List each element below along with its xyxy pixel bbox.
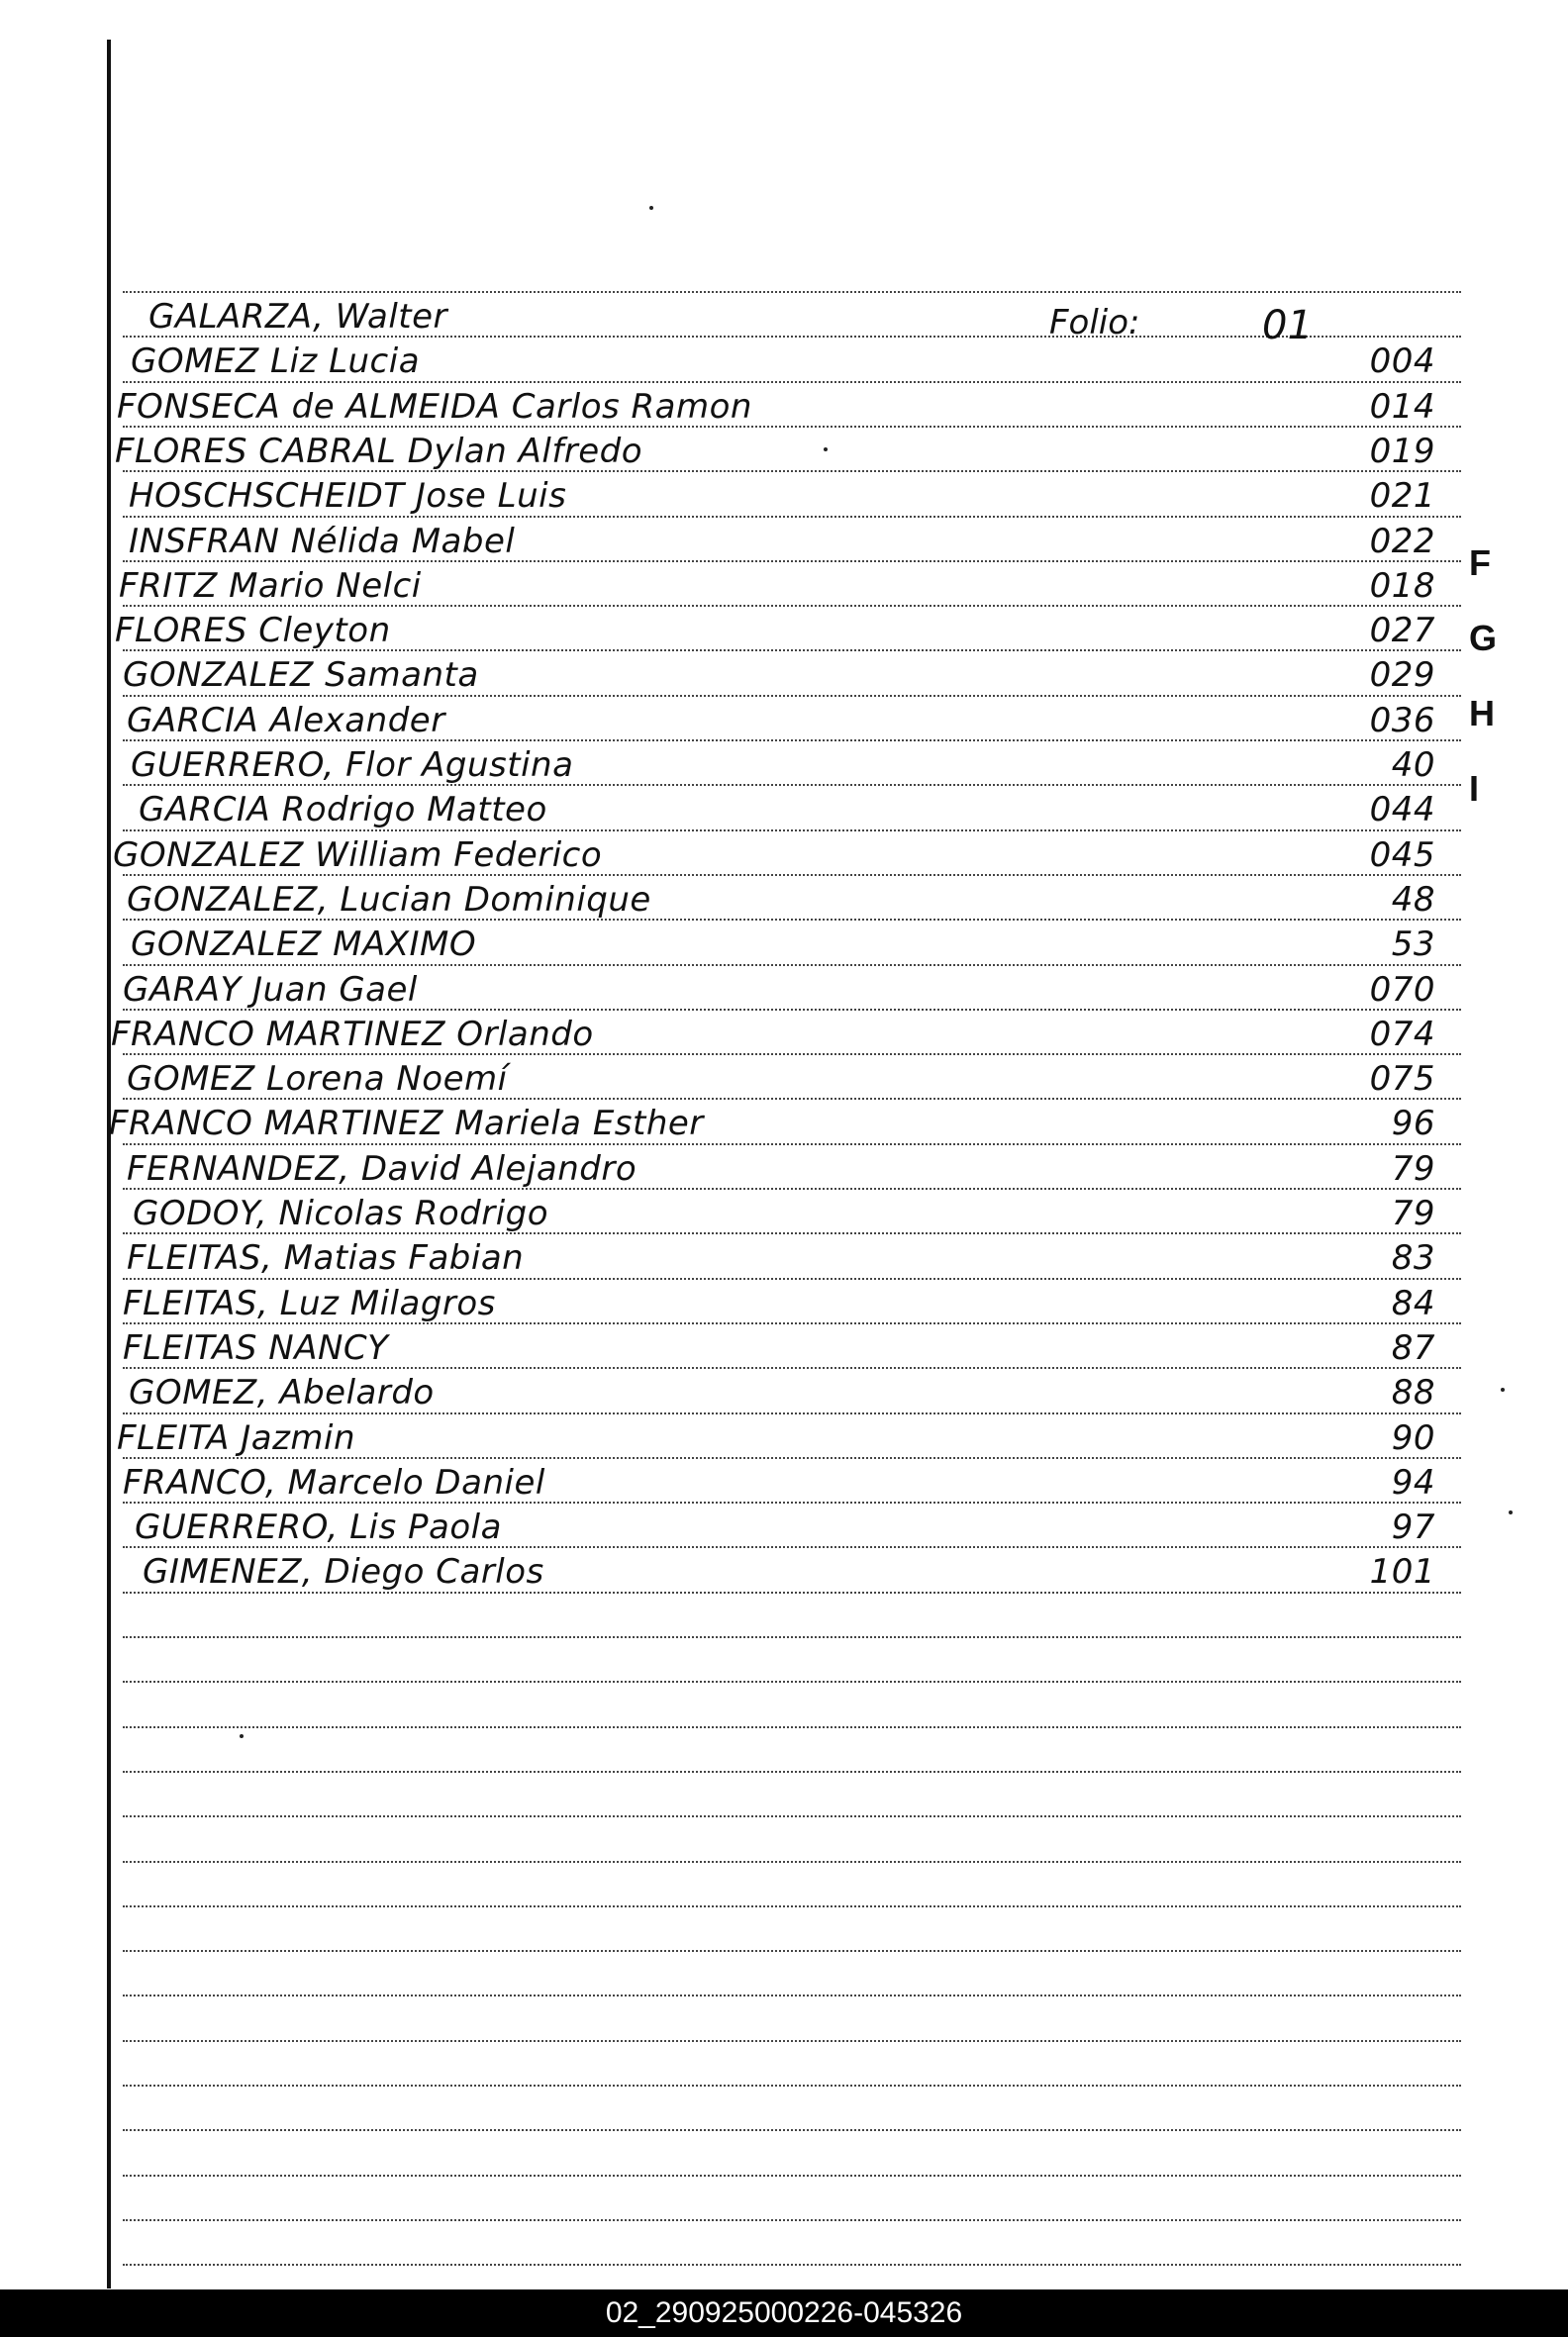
entry-number: 87: [1391, 1328, 1435, 1368]
entry-name: GARCIA Alexander: [127, 701, 445, 740]
entry-name: GODOY, Nicolas Rodrigo: [133, 1194, 549, 1233]
ruled-line: [123, 1905, 1461, 1907]
entry-name: FONSECA de ALMEIDA Carlos Ramon: [117, 387, 752, 427]
entry-number: 97: [1391, 1508, 1435, 1547]
ruled-line: [123, 2129, 1461, 2131]
ruled-line: [123, 1592, 1461, 1594]
entry-name: FERNANDEZ, David Alejandro: [127, 1149, 637, 1189]
scan-speck: [824, 447, 828, 451]
ruled-line: [123, 2264, 1461, 2266]
entry-number: 83: [1391, 1238, 1435, 1278]
entry-name: GONZALEZ MAXIMO: [131, 925, 477, 964]
scan-speck: [240, 1734, 244, 1738]
entry-number: 53: [1391, 925, 1435, 964]
side-letter-i: I: [1469, 768, 1480, 809]
entry-number: 40: [1391, 745, 1435, 785]
entry-name: FRANCO MARTINEZ Orlando: [111, 1015, 594, 1054]
entry-name: GIMENEZ, Diego Carlos: [143, 1552, 544, 1592]
ruled-line: [123, 695, 1461, 697]
entry-number: 070: [1369, 970, 1435, 1010]
ruled-line: [123, 2175, 1461, 2177]
side-letter-f: F: [1469, 542, 1491, 583]
entry-number: 022: [1369, 522, 1435, 561]
ruled-line: [123, 1861, 1461, 1863]
folio-label: Folio:: [1049, 303, 1140, 342]
entry-name: FLORES Cleyton: [115, 611, 391, 650]
side-letter-h: H: [1469, 693, 1495, 733]
entry-name: INSFRAN Nélida Mabel: [129, 522, 516, 561]
entry-name: FRANCO, Marcelo Daniel: [123, 1463, 545, 1503]
ruled-line: [123, 1815, 1461, 1817]
entry-name: GOMEZ Liz Lucia: [131, 341, 421, 381]
scan-speck: [1501, 1388, 1505, 1392]
entry-number: 79: [1391, 1149, 1435, 1189]
ruled-line: [123, 2040, 1461, 2042]
folio-number: 01: [1262, 303, 1313, 348]
entry-number: 84: [1391, 1284, 1435, 1323]
ruled-line: [123, 1278, 1461, 1280]
ruled-line: [123, 1681, 1461, 1683]
entry-name: GUERRERO, Flor Agustina: [131, 745, 574, 785]
entry-number: 045: [1369, 835, 1435, 875]
ruled-line: [123, 829, 1461, 831]
entry-name: FRANCO MARTINEZ Mariela Esther: [109, 1104, 704, 1143]
ruled-line: [123, 1726, 1461, 1728]
ruled-line: [123, 1412, 1461, 1414]
entry-name: GUERRERO, Lis Paola: [135, 1508, 502, 1547]
entry-name: FLEITAS, Matias Fabian: [127, 1238, 525, 1278]
entry-number: 029: [1369, 655, 1435, 695]
entry-number: 88: [1391, 1373, 1435, 1412]
ruled-line: [123, 1636, 1461, 1638]
margin-line: [107, 40, 111, 2288]
entry-number: 90: [1391, 1418, 1435, 1458]
ruled-line: [123, 516, 1461, 518]
entry-name: GALARZA, Walter: [148, 297, 447, 337]
entry-name: FLEITAS NANCY: [123, 1328, 389, 1368]
entry-name: GARCIA Rodrigo Matteo: [139, 790, 547, 829]
entry-name: GONZALEZ William Federico: [113, 835, 603, 875]
footer-code: 02_290925000226-045326: [605, 2296, 963, 2329]
scan-speck: [1509, 1510, 1513, 1514]
entry-number: 044: [1369, 790, 1435, 829]
entry-number: 014: [1369, 387, 1435, 427]
entry-name: FRITZ Mario Nelci: [119, 566, 422, 606]
ruled-line: [123, 2219, 1461, 2221]
ruled-line: [123, 1950, 1461, 1952]
entry-name: FLORES CABRAL Dylan Alfredo: [115, 432, 643, 471]
ruled-line: [123, 964, 1461, 966]
entry-number: 036: [1369, 701, 1435, 740]
entry-name: GONZALEZ, Lucian Dominique: [127, 880, 651, 920]
entry-name: GOMEZ Lorena Noemí: [127, 1059, 508, 1099]
scan-speck: [649, 206, 653, 210]
side-letter-g: G: [1469, 618, 1498, 658]
entry-number: 019: [1369, 432, 1435, 471]
ruled-line: [123, 1995, 1461, 1996]
entry-number: 48: [1391, 880, 1435, 920]
entry-name: FLEITAS, Luz Milagros: [123, 1284, 496, 1323]
entry-name: HOSCHSCHEIDT Jose Luis: [129, 476, 567, 516]
scan-footer: [0, 2289, 1568, 2337]
entry-name: GOMEZ, Abelardo: [129, 1373, 435, 1412]
ruled-line: [123, 381, 1461, 383]
entry-number: 004: [1369, 341, 1435, 381]
entry-number: 074: [1369, 1015, 1435, 1054]
entry-number: 075: [1369, 1059, 1435, 1099]
ruled-line: [123, 2085, 1461, 2087]
entry-number: 79: [1391, 1194, 1435, 1233]
ruled-line: [123, 291, 1461, 293]
entry-number: 96: [1391, 1104, 1435, 1143]
entry-number: 018: [1369, 566, 1435, 606]
entry-name: FLEITA Jazmin: [117, 1418, 356, 1458]
entry-number: 021: [1369, 476, 1435, 516]
entry-number: 101: [1369, 1552, 1435, 1592]
entry-number: 027: [1369, 611, 1435, 650]
entry-name: GONZALEZ Samanta: [123, 655, 479, 695]
entry-number: 94: [1391, 1463, 1435, 1503]
ruled-line: [123, 1143, 1461, 1145]
entry-name: GARAY Juan Gael: [123, 970, 418, 1010]
ruled-line: [123, 1771, 1461, 1773]
